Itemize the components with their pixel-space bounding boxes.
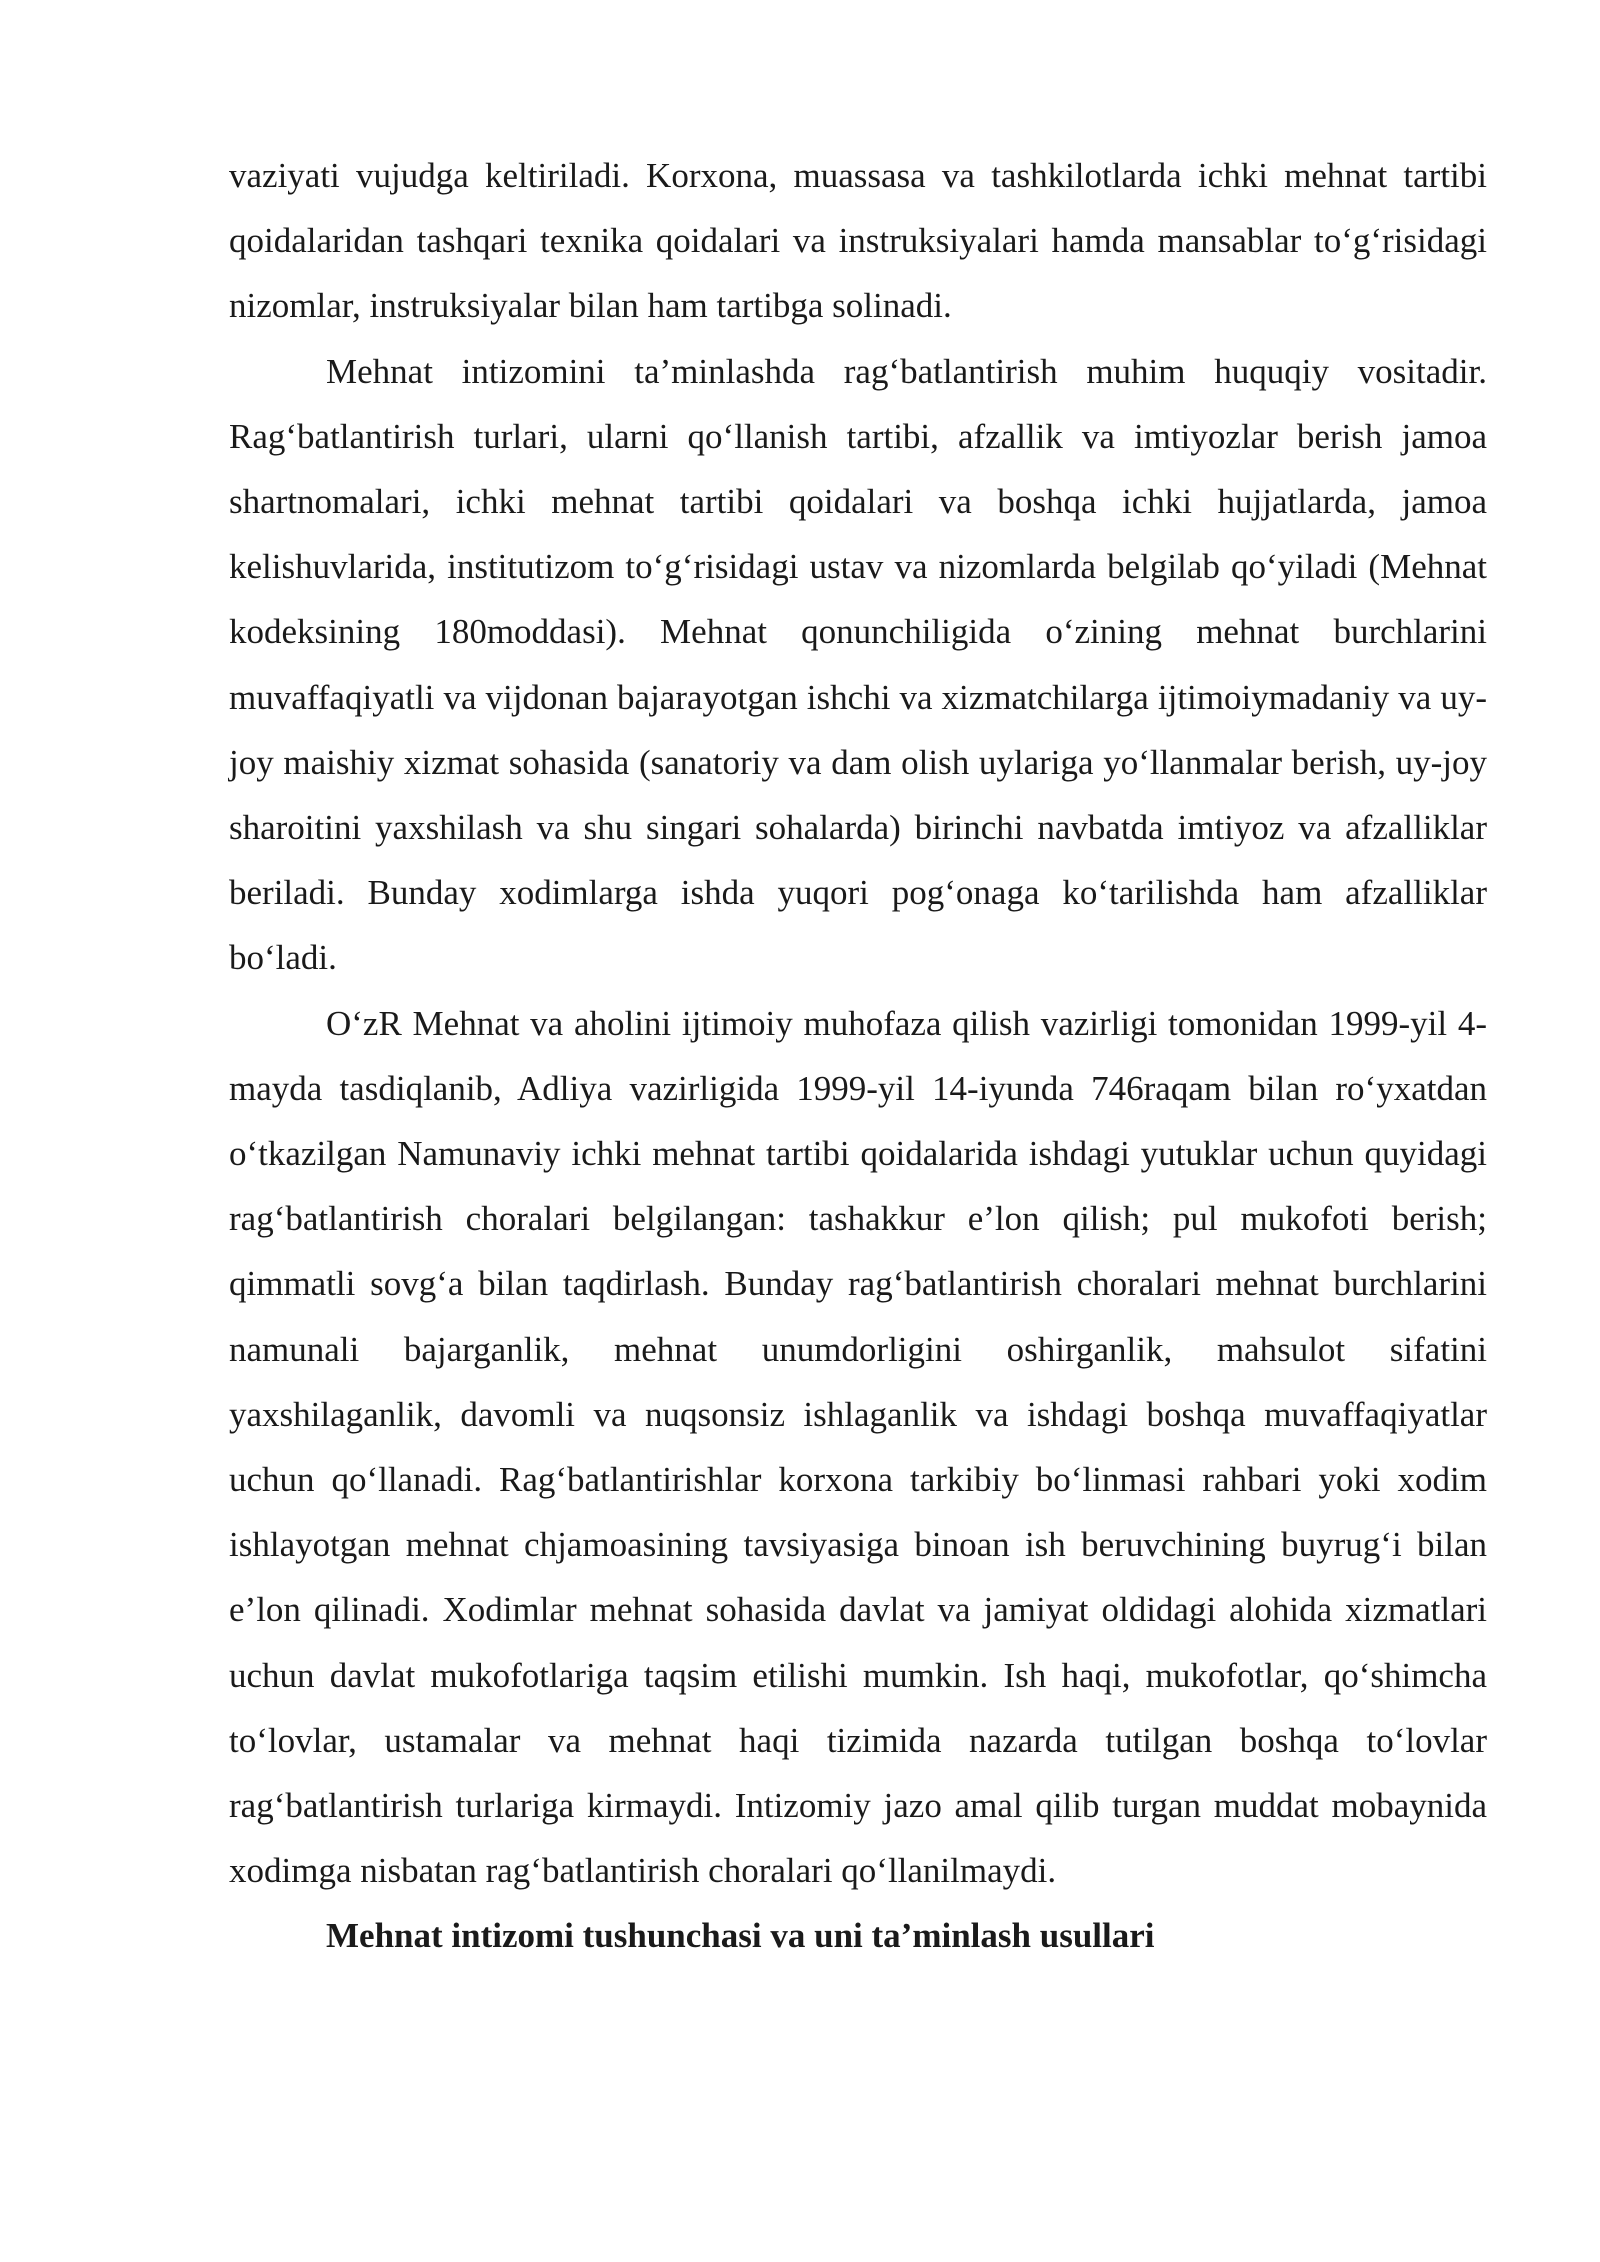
- paragraph-regulations: O‘zR Mehnat va aholini ijtimoiy muhofaza qilish vazirligi tomonidan 1999-yil 4-mayda tasdiqlanib, Adliya vazirligida 1999-yil 14-iyunda 746raqam bilan ro‘yxatdan o‘tkazilgan Namunaviy ichki mehnat tartibi qoidalarida ishdagi yutuklar uchun quyidagi rag‘batlantirish choralari belgilangan: tashakkur e’lon qilish; pul mukofoti berish; qimmatli sovg‘a bilan taqdirlash. Bunday rag‘batlantirish choralari mehnat burchlarini namunali bajarganlik, mehnat unumdorligini oshirganlik, mahsulot sifatini yaxshilaganlik, davomli va nuqsonsiz ishlaganlik va ishdagi boshqa muvaffaqiyatlar uchun qo‘llanadi. Rag‘batlantirishlar korxona tarkibiy bo‘linmasi rahbari yoki xodim ishlayotgan mehnat chjamoasining tavsiyasiga binoan ish beruvchining buyrug‘i bilan e’lon qilinadi. Xodimlar mehnat sohasida davlat va jamiyat oldidagi alohida xizmatlari uchun davlat mukofotlariga taqsim etilishi mumkin. Ish haqi, mukofotlar, qo‘shimcha to‘lovlar, ustamalar va mehnat haqi tizimida nazarda tutilgan boshqa to‘lovlar rag‘batlantirish turlariga kirmaydi. Intizomiy jazo amal qilib turgan muddat mobaynida xodimga nisbatan rag‘batlantirish choralari qo‘llanilmaydi.: [229, 1003, 1487, 1891]
- section-heading: Mehnat intizomi tushunchasi va uni ta’minlash usullari: [326, 1916, 1155, 1956]
- paragraph-encouragement: Mehnat intizomini ta’minlashda rag‘batlantirish muhim huquqiy vositadir. Rag‘batlantirish turlari, ularni qo‘llanish tartibi, afzallik va imtiyozlar berish jamoa shartnomalari, ichki mehnat tartibi qoidalari va boshqa ichki hujjatlarda, jamoa kelishuvlarida, institutizom to‘g‘risidagi ustav va nizomlarda belgilab qo‘yiladi (Mehnat kodeksining 180moddasi). Mehnat qonunchiligida o‘zining mehnat burchlarini muvaffaqiyatli va vijdonan bajarayotgan ishchi va xizmatchilarga ijtimoiymadaniy va uy-joy maishiy xizmat sohasida (sanatoriy va dam olish uylariga yo‘llanmalar berish, uy-joy sharoitini yaxshilash va shu singari sohalarda) birinchi navbatda imtiyoz va afzalliklar beriladi. Bunday xodimlarga ishda yuqori pog‘onaga ko‘tarilishda ham afzalliklar bo‘ladi.: [229, 351, 1487, 978]
- paragraph-continuation: vaziyati vujudga keltiriladi. Korxona, muassasa va tashkilotlarda ichki mehnat tartibi qoidalaridan tashqari texnika qoidalari va instruksiyalari hamda mansablar to‘g‘risidagi nizomlar, instruksiyalar bilan ham tartibga solinadi.: [229, 156, 1487, 326]
- document-body: [229, 143, 1487, 1969]
